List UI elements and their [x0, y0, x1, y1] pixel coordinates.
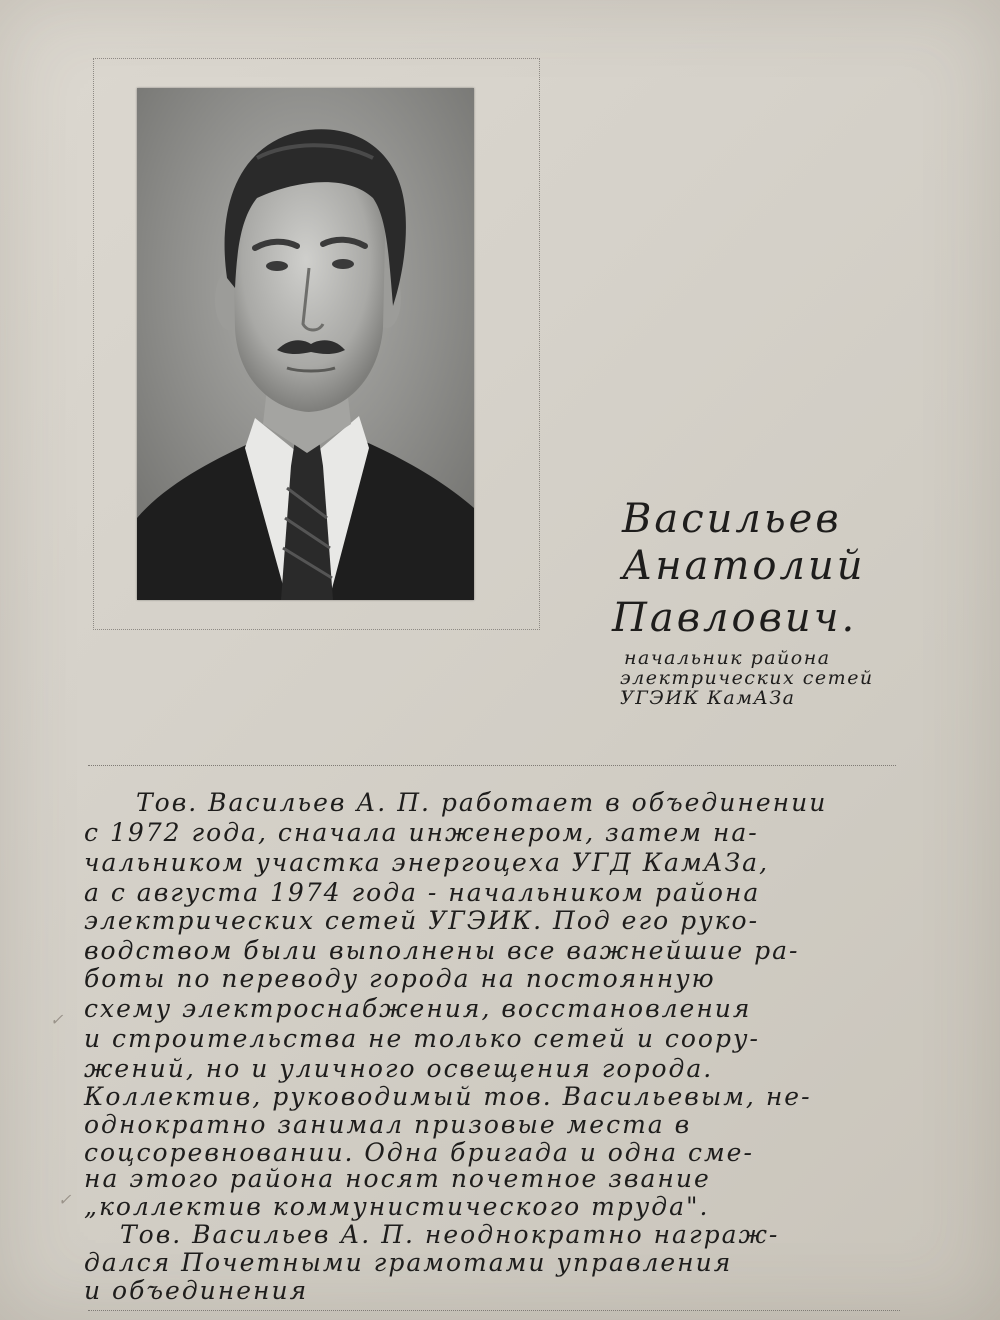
body-line: и объединения [84, 1276, 309, 1305]
body-line: боты по переводу города на постоянную [84, 964, 716, 993]
body-line: дался Почетными грамотами управления [84, 1248, 733, 1277]
body-line: „коллектив коммунистического труда". [84, 1192, 710, 1221]
body-line: Коллектив, руководимый тов. Васильевым, не- [84, 1082, 812, 1111]
position-line-3: УГЭИК КамАЗа [620, 687, 796, 709]
body-line: жений, но и уличного освещения города. [84, 1054, 714, 1083]
body-line: с 1972 года, сначала инженером, затем на- [84, 818, 759, 847]
body-line: водством были выполнены все важнейшие ра- [84, 936, 800, 965]
body-line: электрических сетей УГЭИК. Под его руко- [84, 906, 760, 935]
body-line: однократно занимал призовые места в [84, 1110, 692, 1139]
body-line: Тов. Васильев А. П. работает в объединении [136, 788, 828, 817]
body-line: а с августа 1974 года - начальником района [84, 878, 761, 907]
position-line-1: начальник района [624, 647, 831, 669]
body-line: чальником участка энергоцеха УГД КамАЗа, [84, 848, 770, 877]
check-mark: ✓ [50, 1010, 64, 1029]
dotted-rule-top [88, 765, 896, 766]
portrait-photo [137, 88, 474, 600]
body-line: Тов. Васильев А. П. неоднократно награж- [120, 1220, 780, 1249]
first-name: Анатолий [622, 543, 866, 589]
position-line-2: электрических сетей [620, 667, 874, 689]
body-line: на этого района носят почетное звание [84, 1164, 711, 1193]
check-mark: ✓ [58, 1190, 72, 1209]
body-line: и строительства не только сетей и соору- [84, 1024, 760, 1053]
body-line: схему электроснабжения, восстановления [84, 994, 752, 1023]
patronymic: Павлович. [612, 595, 858, 641]
surname: Васильев [622, 496, 842, 542]
dotted-rule-bottom [88, 1310, 900, 1311]
body-line: соцсоревновании. Одна бригада и одна сме- [84, 1138, 754, 1167]
